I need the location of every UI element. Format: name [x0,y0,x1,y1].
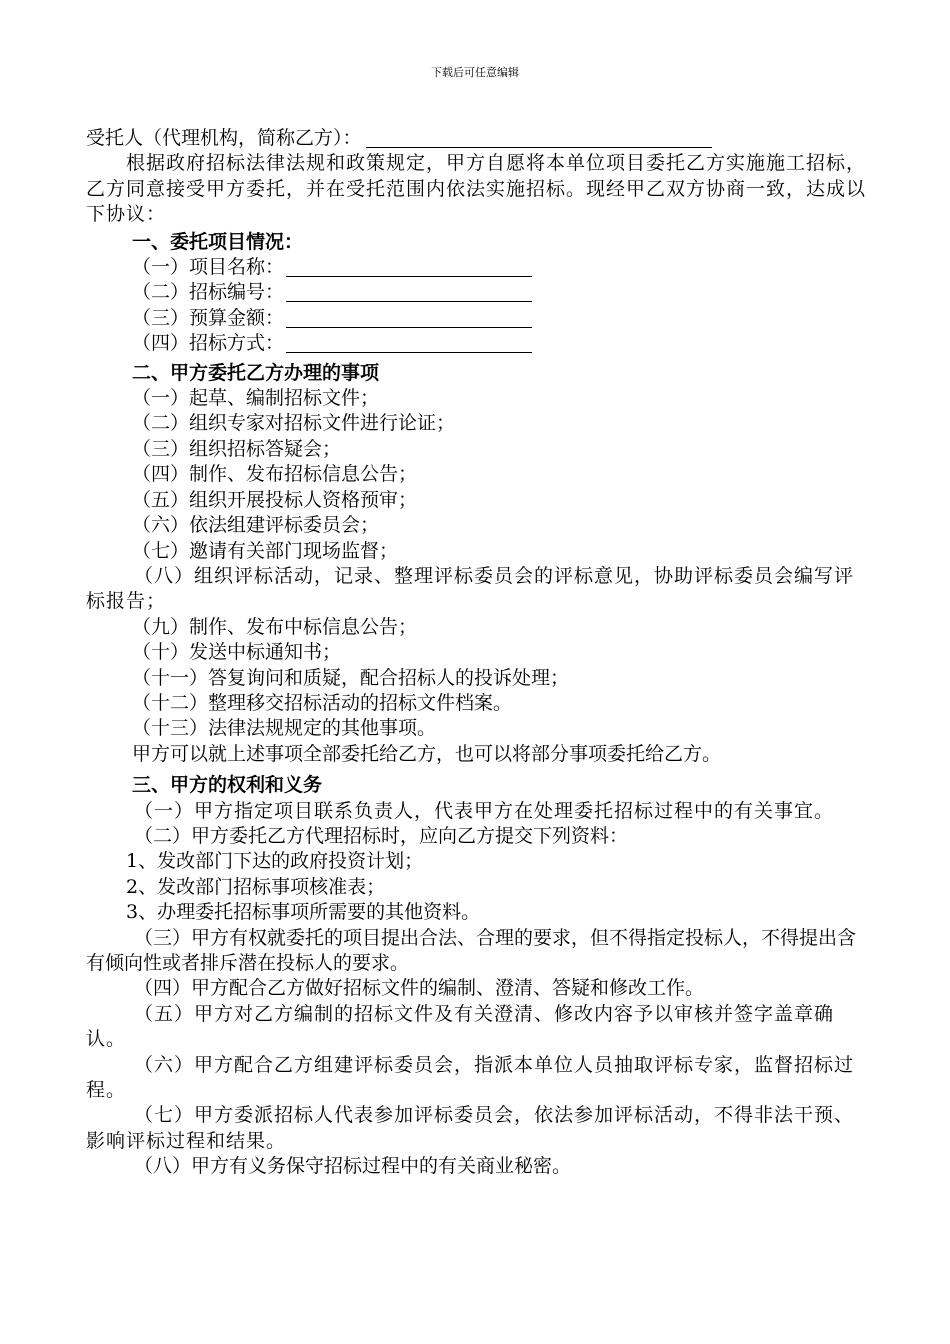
section3-title: 三、甲方的权利和义务 [132,774,323,797]
field-blank [286,307,532,328]
list-item: （十二）整理移交招标活动的招标文件档案。 [132,691,513,714]
list-item: （三）组织招标答疑会； [132,437,342,460]
page-header: 下载后可任意编辑 [431,66,519,79]
field-method: （四）招标方式： [86,331,868,356]
field-blank [286,256,532,277]
field-bid-number: （二）招标编号： [86,280,868,305]
paragraph: （五）甲方对乙方编制的招标文件及有关澄清、修改内容予以审核并签字盖章确认。 [86,1002,835,1051]
list-item: （一）起草、编制招标文件； [132,387,380,410]
sub-item: 3、办理委托招标事项所需要的其他资料。 [126,901,481,924]
field-project-name: （一）项目名称： [86,255,868,280]
list-item: （五）组织开展投标人资格预审； [132,488,418,511]
section2-note: 甲方可以就上述事项全部委托给乙方，也可以将部分事项委托给乙方。 [132,742,722,765]
paragraph: （七）甲方委派招标人代表参加评标委员会，依法参加评标活动，不得非法干预、影响评标过程和结果。 [86,1104,855,1152]
field-budget: （三）预算金额： [86,306,868,331]
field-blank [286,332,532,353]
field-blank [286,281,532,302]
paragraph: （八）甲方有义务保守招标过程中的有关商业秘密。 [134,1155,572,1178]
list-item: （十三）法律法规规定的其他事项。 [132,717,437,740]
list-item: （十）发送中标通知书； [132,641,342,664]
list-item: （七）邀请有关部门现场监督； [132,539,399,562]
sub-item: 2、发改部门招标事项核准表； [126,875,386,898]
paragraph: （六）甲方配合乙方组建评标委员会，指派本单位人员抽取评标专家，监督招标过程。 [86,1053,855,1102]
paragraph: （二）甲方委托乙方代理招标时，应向乙方提交下列资料： [134,824,629,847]
principal-blank [366,127,712,148]
paragraph: （三）甲方有权就委托的项目提出合法、合理的要求，但不得指定投标人，不得提出含有倾向性或者排斥潜在投标人的要求。 [86,926,857,974]
paragraph: （一）甲方指定项目联系负责人，代表甲方在处理委托招标过程中的有关事宜。 [134,799,835,822]
list-item: （六）依法组建评标委员会； [132,514,380,537]
paragraph: （四）甲方配合乙方做好招标文件的编制、澄清、答疑和修改工作。 [134,977,705,1000]
principal-line [86,126,868,151]
principal-label: 受托人（代理机构，简称乙方）： [86,127,362,149]
list-item: （八）组织评标活动，记录、整理评标委员会的评标意见，协助评标委员会编写评标报告； [86,564,855,613]
section2-title: 二、甲方委托乙方办理的事项 [132,361,380,384]
list-item: （四）制作、发布招标信息公告； [132,463,418,486]
intro-paragraph: 根据政府招标法律法规和政策规定，甲方自愿将本单位项目委托乙方实施施工招标，乙方同意接受甲方委托，并在受托范围内依法实施招标。现经甲乙双方协商一致，达成以下协议： [86,152,867,226]
document-body [86,126,868,1180]
list-item: （二）组织专家对招标文件进行论证； [132,412,456,435]
sub-item: 1、发改部门下达的政府投资计划； [126,850,424,873]
list-item: （九）制作、发布中标信息公告； [132,615,418,638]
section1-title: 一、委托项目情况： [132,230,304,253]
list-item: （十一）答复询问和质疑，配合招标人的投诉处理； [132,666,570,689]
